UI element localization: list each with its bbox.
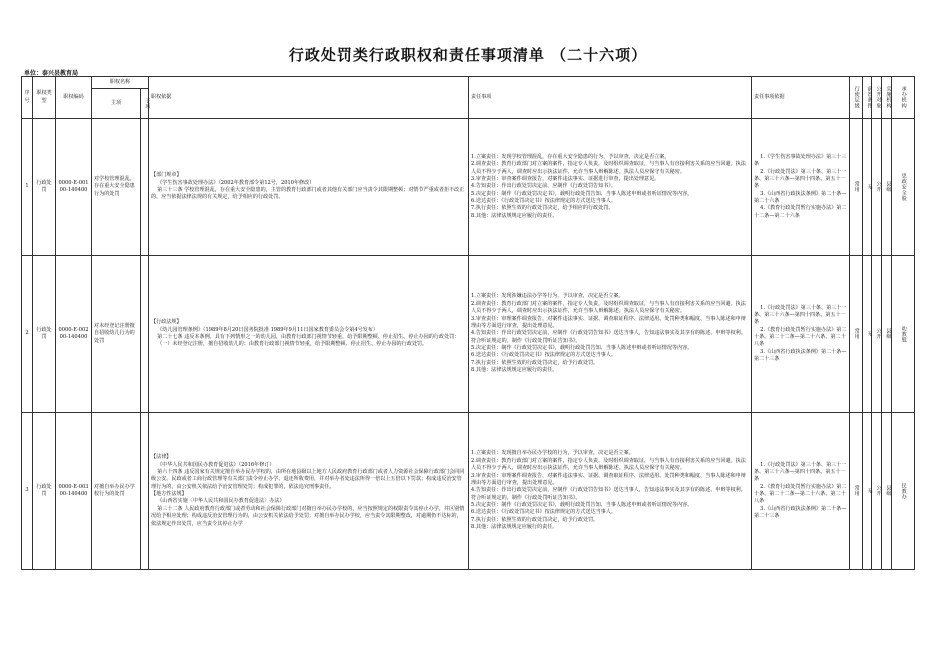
header-responsibility: 责任事项 bbox=[469, 77, 752, 119]
row-main-item: 对擅自举办民办学校行为的处罚 bbox=[92, 413, 141, 570]
row-exercise-level: 常用 bbox=[850, 119, 863, 256]
row-handling: 民教办 bbox=[892, 413, 915, 570]
header-executor: 实施机构 bbox=[882, 77, 892, 119]
header-handling: 承办机构 bbox=[892, 77, 915, 119]
row-sub-item bbox=[141, 413, 149, 570]
row-code: 0000-E-00200-140400 bbox=[56, 256, 92, 413]
row-category: 行政处罚 bbox=[33, 256, 56, 413]
row-category: 行政处罚 bbox=[33, 413, 56, 570]
row-resp-basis: 1.《行政处罚法》第三十条、第三十一条、第三十六条—第四十四条、第五十一条 2.《教育行政处罚暂行实施办法》第二十条、第二十二条—第二十六条、第二十八条 3.《山西省行政执法条例》第二十条—第二十三条 bbox=[752, 413, 850, 570]
header-resp-basis: 责任事项依据 bbox=[752, 77, 850, 119]
row-basis: 【部门规章】 《学生伤害事故处理办法》（2002年教育部令第12号，2010年修改） 第三十三条 学校管理混乱，存在重大安全隐患的，主管的教育行政部门或者其他有关部门应当责令其限期整顿；对情节严重或者拒不改正的，应当依据法律法规的有关规定，给予相应的行政处罚。 bbox=[149, 119, 469, 256]
row-seq: 2 bbox=[22, 256, 33, 413]
header-basis: 职权依据 bbox=[149, 77, 469, 119]
row-before: 无 bbox=[863, 119, 872, 256]
table-row bbox=[22, 119, 915, 256]
row-executor: 县级 bbox=[882, 256, 892, 413]
row-main-item: 对学校管理混乱，存在重大安全隐患行为的处罚 bbox=[92, 119, 141, 256]
row-responsibility: 1.立案责任：发现涉嫌违法办学等行为，予以审查，决定是否立案。 2.调查责任：教育行政部门对立案的案件，指定专人负责，及时组织调查取证，与当事人有直接利害关系的应当回避。执法人员不得少于两人，调查时应出示执法证件，允许当事人辩解陈述。执法人员应保守有关秘密。 3.审查责任：审理案件调查报告，对案件违法事实、证据、调查取证程序、法律适用、处罚种类和幅度、当事人陈述和申辩理由等方面进行审查，提出处理意见。 4.告知责任：作出行政处罚决定前，应制作《行政处罚告知书》送达当事人，告知违法事实及其享有的陈述、申辩等权利。符合听证规定的，制作《行政处罚听证告知书》。 5.决定责任：制作《行政处罚决定书》，载明行政处罚告知、当事人陈述申辩或者听证情况等内容。 6.送达责任：《行政处罚决定书》按法律规定的方式送达当事人。 7.执行责任：依照生效的行政处罚决定，给予行政处罚。 8.其他：法律法规规定应履行的责任。 bbox=[469, 256, 752, 413]
row-public: 公开 bbox=[872, 119, 882, 256]
row-before: 无 bbox=[863, 413, 872, 570]
row-handling: 幼教股 bbox=[892, 256, 915, 413]
row-main-item: 对未经登记注册擅自招收幼儿行为的处罚 bbox=[92, 256, 141, 413]
page-title: 行政处罚类行政职权和责任事项清单 （二十六项） bbox=[288, 46, 648, 64]
row-public: 公开 bbox=[872, 413, 882, 570]
header-sub-item: 子项 bbox=[141, 89, 149, 119]
header-before: 前置条件 bbox=[863, 77, 872, 119]
header-exercise-level: 行使层级 bbox=[850, 77, 863, 119]
row-seq: 3 bbox=[22, 413, 33, 570]
header-name-group: 职权名称 bbox=[92, 77, 149, 89]
row-sub-item bbox=[141, 256, 149, 413]
header-seq: 序号 bbox=[22, 77, 33, 119]
row-public: 公开 bbox=[872, 256, 882, 413]
row-code: 0000-E-00100-140400 bbox=[56, 119, 92, 256]
unit-line: 单位：泰兴县教育局 bbox=[24, 70, 79, 77]
row-before: 无 bbox=[863, 256, 872, 413]
table-row bbox=[22, 256, 915, 413]
row-exercise-level: 常用 bbox=[850, 256, 863, 413]
header-category: 职权类型 bbox=[33, 77, 56, 119]
responsibility-table bbox=[21, 76, 915, 570]
row-executor: 县级 bbox=[882, 119, 892, 256]
header-code: 职权编码 bbox=[56, 77, 92, 119]
header-public: 公开对象 bbox=[872, 77, 882, 119]
row-basis: 【法律】 《中华人民共和国民办教育促进法》（2016年修订） 第六十四条 违反国家有关规定擅自举办民办学校的，由所在地县级以上地方人民政府教育行政部门或者人力资源社会保障行政部门会同同级公安、民政或者工商行政管理等有关部门责令停止办学、退还所收费用，并对举办者处违法所得一倍以上五倍以下罚款；构成违反治安管理行为的，由公安机关依法给予治安管理处罚；构成犯罪的，依法追究刑事责任。 【地方性法规】 《山西省实施〈中华人民共和国民办教育促进法〉办法》 第三十二条 人民政府教育行政部门或者劳动和社会保障行政部门对擅自举办民办学校的，应当按照规定的权限责令其停止办学，并区别情况给予相应处理；构成违反治安管理行为的，由公安机关依法给予处罚；对擅自举办民办学校，应当责令其限期整改，对逾期仍不达标的，依法规定作出处罚，应当责令其停止办学 bbox=[149, 413, 469, 570]
header-main-item: 主项 bbox=[92, 89, 141, 119]
row-executor: 县级 bbox=[882, 413, 892, 570]
table-row bbox=[22, 413, 915, 570]
row-basis: 【行政法规】 《幼儿园管理条例》（1989年8月20日国务院批准 1989年9月11日国家教育委员会令第4号发布） 第二十七条 违反本条例，具有下列情形之一的幼儿园，由教育行政部门视情节轻重，给予限期整顿、停止招生、停止办园的行政处罚： （一）未经登记注册，擅自招收幼儿的；由教育行政部门视情节轻重，给予限期整顿、停止招生、停止办园的行政处罚。 bbox=[149, 256, 469, 413]
row-responsibility: 1.立案责任：发现学校管理混乱，存在重大安全隐患的行为，予以审查，决定是否立案。 2.调查责任：教育行政部门对立案的案件，指定专人负责，及时组织调查取证，与当事人有直接利害关系的应当回避。执法人员不得少于两人，调查时应出示执法证件，允许当事人辩解陈述。执法人员应保守有关秘密。 3.审查责任：审查案件调查报告，对案件违法事实、证据进行审查，提出处理意见。 4.告知责任：作出行政处罚决定前，应制作《行政处罚告知书》。 5.决定责任：制作《行政处罚决定书》，载明行政处罚告知、当事人陈述申辩或者听证情况等内容。 6.送达责任：《行政处罚决定书》按法律规定的方式送达当事人。 7.执行责任：依照生效的行政处罚决定，给予相应的行政处罚。 8.其他：法律法规规定应履行的责任。 bbox=[469, 119, 752, 256]
row-resp-basis: 1.《行政处罚法》第三十条、第三十一条、第三十六条—第四十四条、第五十一条 2.《教育行政处罚暂行实施办法》第二十条、第二十二条—第二十六条、第二十八条 3.《山西省行政执法条例》第二十条—第二十三条 bbox=[752, 256, 850, 413]
row-seq: 1 bbox=[22, 119, 33, 256]
row-sub-item bbox=[141, 119, 149, 256]
row-resp-basis: 1.《学生伤害事故处理办法》第三十三条 2.《行政处罚法》第三十条、第三十一条、第三十六条—第四十四条、第五十一条 3.《山西省行政执法条例》第二十条—第二十六条 4.《教育行政处罚暂行实施办法》第二十二条—第二十六条 bbox=[752, 119, 850, 256]
row-category: 行政处罚 bbox=[33, 119, 56, 256]
row-handling: 思政安全股 bbox=[892, 119, 915, 256]
row-responsibility: 1.立案责任：发现擅自举办民办学校的行为，予以审查，决定是否立案。 2.调查责任：教育行政部门对立案的案件，指定专人负责，及时组织调查取证，与当事人有直接利害关系的应当回避。执法人员不得少于两人，调查时应出示执法证件，允许当事人辩解陈述。执法人员应保守有关秘密。 3.审查责任：审理案件调查报告，对案件违法事实、证据、调查取证程序、法律适用、处罚种类和幅度、当事人陈述和申辩理由等方面进行审查，提出处理意见。 4.告知责任：作出行政处罚决定前，应制作《行政处罚告知书》送达当事人，告知违法事实及其享有的陈述、申辩等权利。符合听证规定的，制作《行政处罚听证告知书》。 5.决定责任：制作《行政处罚决定书》，载明行政处罚告知、当事人陈述申辩或者听证情况等内容。 6.送达责任：《行政处罚决定书》按法律规定的方式送达当事人。 7.执行责任：依照生效的行政处罚决定，给予行政处罚。 8.其他：法律法规规定应履行的责任。 bbox=[469, 413, 752, 570]
row-exercise-level: 常用 bbox=[850, 413, 863, 570]
row-code: 0000-E-00300-140400 bbox=[56, 413, 92, 570]
